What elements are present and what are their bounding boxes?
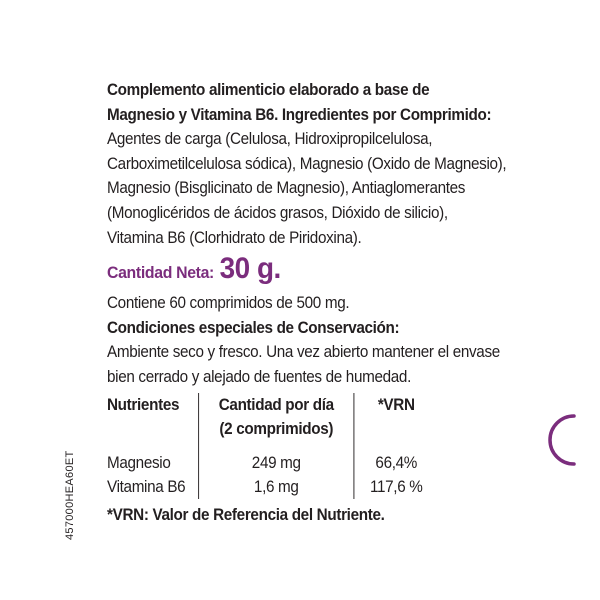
label-text-block: [107, 78, 544, 544]
header-daily-amount: Cantidad por día: [199, 393, 354, 417]
ingredients-line-3: Magnesio (Bisglicinato de Magnesio), Antiaglomerantes: [107, 179, 466, 198]
net-quantity-value: 30 g.: [219, 252, 281, 286]
nutrient-vrn: 117,6 %: [369, 477, 423, 496]
nutrition-table: [107, 393, 438, 499]
nutrition-gap-row: [107, 441, 438, 451]
ingredients-line-4: (Monoglicéridos de ácidos grasos, Dióxido de silicio),: [107, 203, 448, 222]
nutrient-amount: 1,6 mg: [199, 475, 354, 499]
ingredients-line-2: Carboximetilcelulosa sódica), Magnesio (Oxido de Magnesio),: [107, 154, 507, 173]
conservation-title: Condiciones especiales de Conservación:: [107, 318, 400, 337]
net-quantity: [107, 252, 544, 291]
nutrient-amount: 249 mg: [199, 451, 354, 475]
table-row: [107, 475, 438, 499]
batch-code: 457000HEA60ET: [64, 450, 76, 540]
conservation-line-1: Ambiente seco y fresco. Una vez abierto mantener el envase: [107, 343, 500, 362]
ingredients-line-5: Vitamina B6 (Clorhidrato de Piridoxina).: [107, 228, 362, 247]
contains-text: Contiene 60 comprimidos de 500 mg.: [107, 294, 350, 313]
vrn-footnote: *VRN: Valor de Referencia del Nutriente.: [107, 505, 385, 524]
header-tablets-note: (2 comprimidos): [199, 417, 354, 441]
nutrition-subheader-row: [107, 417, 438, 441]
conservation-line-2: bien cerrado y alejado de fuentes de humedad.: [107, 367, 412, 386]
decorative-arc: [548, 412, 578, 468]
header-vrn: *VRN: [377, 395, 415, 414]
nutrition-header-row: [107, 393, 438, 417]
net-quantity-label: Cantidad Neta:: [107, 263, 215, 283]
description-heading-line-1: Complemento alimenticio elaborado a base de: [107, 81, 430, 99]
description-heading-line-2: Magnesio y Vitamina B6. Ingredientes por Comprimido:: [107, 105, 492, 124]
header-nutrients: Nutrientes: [107, 395, 180, 414]
table-row: [107, 451, 438, 475]
ingredients-line-1: Agentes de carga (Celulosa, Hidroxipropilcelulosa,: [107, 130, 433, 149]
nutrient-name: Magnesio: [107, 453, 171, 472]
nutrient-name: Vitamina B6: [107, 477, 186, 496]
nutrient-vrn: 66,4%: [375, 453, 418, 472]
